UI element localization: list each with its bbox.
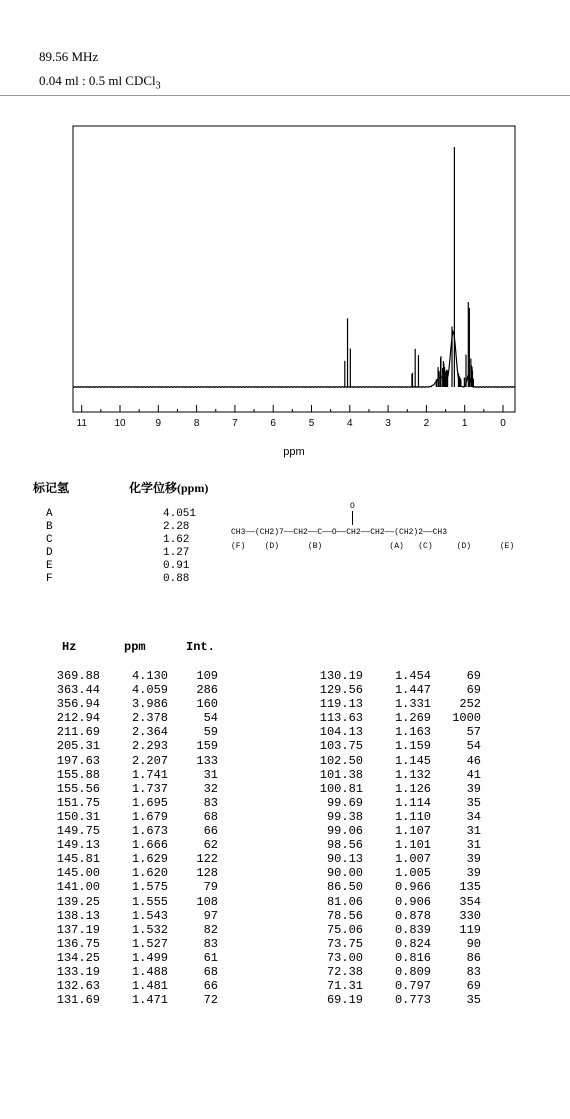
peak-hz: 211.69 — [56, 725, 100, 740]
peak-hz: 369.88 — [56, 669, 100, 683]
assignment-shift: 0.91 — [163, 560, 190, 572]
peak-ppm: 1.555 — [131, 894, 168, 909]
x-axis-label: ppm — [283, 446, 305, 458]
x-tick-label-5: 6 — [270, 418, 276, 429]
peak-table-row — [52, 880, 218, 894]
x-axis-ticks — [77, 405, 507, 429]
peak-int: 69 — [466, 979, 481, 994]
peak-table-row — [315, 880, 481, 894]
peak-ppm: 4.059 — [131, 683, 168, 698]
assignment-row — [46, 534, 196, 547]
peak-hz: 99.06 — [326, 824, 363, 839]
peak-int: 54 — [466, 739, 481, 754]
peak-hz: 155.56 — [56, 781, 100, 796]
peak-ppm: 2.207 — [131, 753, 168, 768]
x-tick-label-9: 2 — [423, 418, 430, 429]
peak-table-row — [315, 909, 481, 923]
peak-ppm: 1.481 — [131, 979, 168, 994]
peak-table-row — [315, 669, 481, 683]
assignment-table — [46, 508, 196, 586]
peak-hz: 99.38 — [326, 809, 363, 824]
peak-hz: 73.00 — [326, 950, 363, 965]
peak-table-row — [315, 993, 481, 1007]
peak-int: 31 — [203, 767, 218, 782]
peak-int: 34 — [466, 809, 481, 824]
peak-table-row — [315, 937, 481, 951]
peak-ppm: 1.107 — [394, 824, 431, 839]
peak-ppm: 1.575 — [131, 880, 168, 895]
peak-ppm: 1.269 — [394, 711, 431, 726]
peak-hz: 104.13 — [319, 725, 363, 740]
solvent-subscript: 3 — [155, 80, 161, 92]
peak-int: 82 — [203, 922, 218, 937]
peak-int: 41 — [466, 767, 481, 782]
peak-int: 252 — [459, 697, 481, 712]
peak-ppm: 1.741 — [131, 767, 168, 782]
peak-table-row — [315, 951, 481, 965]
peak-hz: 134.25 — [56, 950, 100, 965]
peak-int: 59 — [203, 725, 218, 740]
structure-labels: (F) (D) (B) (A) (C) (D) (E) — [231, 542, 515, 551]
assignment-shift: 1.27 — [163, 547, 190, 559]
peak-hz: 102.50 — [319, 753, 363, 768]
peak-ppm: 1.331 — [394, 697, 431, 712]
spectrum-trace — [73, 332, 515, 388]
sample-solvent — [39, 73, 161, 92]
peak-int: 35 — [466, 993, 481, 1008]
peak-ppm: 0.773 — [394, 993, 431, 1008]
peak-table-header-hz: Hz — [62, 640, 77, 654]
assignment-row — [46, 521, 196, 534]
peak-hz: 197.63 — [56, 753, 100, 768]
x-tick-label-10: 1 — [461, 418, 468, 429]
peak-int: 31 — [466, 824, 481, 839]
peak-table-row — [315, 754, 481, 768]
x-tick-label-0: 11 — [76, 418, 87, 429]
peak-hz: 212.94 — [56, 711, 100, 726]
peak-ppm: 0.906 — [394, 894, 431, 909]
peak-ppm: 3.986 — [131, 697, 168, 712]
peak-hz: 131.69 — [56, 993, 100, 1008]
peak-int: 128 — [196, 866, 218, 881]
peak-table-row — [315, 768, 481, 782]
peak-int: 61 — [203, 950, 218, 965]
peak-hz: 133.19 — [56, 964, 100, 979]
peak-hz: 69.19 — [326, 993, 363, 1008]
peak-int: 135 — [459, 880, 481, 895]
assignment-shift: 1.62 — [163, 534, 190, 546]
peak-int: 1000 — [452, 711, 481, 726]
peak-int: 108 — [196, 894, 218, 909]
peak-hz: 363.44 — [56, 683, 100, 698]
assignment-label: E — [46, 560, 53, 572]
peak-ppm: 0.878 — [394, 908, 431, 923]
x-tick-label-8: 3 — [385, 418, 391, 429]
peak-ppm: 0.839 — [394, 922, 431, 937]
peak-int: 39 — [466, 866, 481, 881]
peak-hz: 100.81 — [319, 781, 363, 796]
peak-int: 39 — [466, 852, 481, 867]
peak-ppm: 1.737 — [131, 781, 168, 796]
assignment-row — [46, 573, 196, 586]
peak-ppm: 2.378 — [131, 711, 168, 726]
peak-table-row — [315, 852, 481, 866]
x-tick-label-3: 8 — [193, 418, 200, 429]
peak-table-row — [52, 909, 218, 923]
x-tick-label-2: 9 — [155, 418, 162, 429]
peak-ppm: 1.679 — [131, 809, 168, 824]
peak-table-row — [315, 838, 481, 852]
assignment-row — [46, 547, 196, 560]
structure-formula: CH3——(CH2)7——CH2——C——O——CH2——CH2——(CH2)2——CH3 — [231, 528, 448, 537]
peak-hz: 151.75 — [56, 795, 100, 810]
assignment-shift: 0.88 — [163, 573, 190, 585]
peak-hz: 132.63 — [56, 979, 100, 994]
peak-ppm: 1.110 — [394, 809, 431, 824]
peak-table-row — [52, 951, 218, 965]
peak-int: 83 — [203, 795, 218, 810]
spectrometer-frequency: 89.56 MHz — [39, 49, 99, 64]
peak-hz: 90.00 — [326, 866, 363, 881]
peak-hz: 149.75 — [56, 824, 100, 839]
peak-table-row — [315, 810, 481, 824]
peak-ppm: 1.629 — [131, 852, 168, 867]
peak-table-row — [52, 895, 218, 909]
peak-hz: 73.75 — [326, 936, 363, 951]
peak-table-row — [52, 697, 218, 711]
peak-int: 330 — [459, 908, 481, 923]
peak-int: 31 — [466, 838, 481, 853]
peak-table-row — [52, 810, 218, 824]
assignment-header-label: 标记氢 — [33, 481, 70, 495]
peak-table-row — [315, 697, 481, 711]
peak-int: 354 — [459, 894, 481, 909]
peak-table-row — [52, 739, 218, 753]
structure-double-bond — [352, 511, 353, 525]
peak-int: 35 — [466, 795, 481, 810]
peak-table-row — [52, 754, 218, 768]
peak-table-row — [52, 669, 218, 683]
peak-hz: 205.31 — [56, 739, 100, 754]
peak-hz: 141.00 — [56, 880, 100, 895]
peak-hz: 137.19 — [56, 922, 100, 937]
peak-int: 69 — [466, 683, 481, 698]
peak-ppm: 1.007 — [394, 852, 431, 867]
peak-int: 83 — [466, 964, 481, 979]
peak-int: 69 — [466, 669, 481, 683]
peak-table-row — [52, 711, 218, 725]
peak-int: 32 — [203, 781, 218, 796]
peak-table-row — [315, 979, 481, 993]
peak-hz: 103.75 — [319, 739, 363, 754]
peak-int: 46 — [466, 753, 481, 768]
peak-table-header-ppm: ppm — [124, 640, 146, 654]
peak-table-row — [315, 725, 481, 739]
peak-ppm: 1.527 — [131, 936, 168, 951]
structure-carbonyl-oxygen: O — [350, 502, 355, 511]
peak-int: 97 — [203, 908, 218, 923]
peak-hz: 145.81 — [56, 852, 100, 867]
peak-int: 54 — [203, 711, 218, 726]
peak-table-row — [315, 866, 481, 880]
assignment-label: B — [46, 521, 53, 533]
x-tick-label-1: 10 — [114, 418, 126, 429]
peak-ppm: 2.293 — [131, 739, 168, 754]
peak-int: 72 — [203, 993, 218, 1008]
peak-hz: 101.38 — [319, 767, 363, 782]
peak-ppm: 0.824 — [394, 936, 431, 951]
peak-table-row — [52, 979, 218, 993]
assignment-label: A — [46, 508, 53, 520]
peak-hz: 129.56 — [319, 683, 363, 698]
peak-int: 160 — [196, 697, 218, 712]
x-tick-label-6: 5 — [308, 418, 315, 429]
peak-table-header-int: Int. — [186, 640, 215, 654]
peak-ppm: 0.809 — [394, 964, 431, 979]
peak-ppm: 0.797 — [394, 979, 431, 994]
peak-ppm: 1.666 — [131, 838, 168, 853]
nmr-spectrum-chart — [0, 110, 570, 460]
peak-ppm: 4.130 — [131, 669, 168, 683]
peak-table-row — [52, 866, 218, 880]
peak-hz: 139.25 — [56, 894, 100, 909]
peak-hz: 81.06 — [326, 894, 363, 909]
peak-table-row — [52, 796, 218, 810]
peak-hz: 145.00 — [56, 866, 100, 881]
peak-int: 39 — [466, 781, 481, 796]
peak-ppm: 1.005 — [394, 866, 431, 881]
peak-table-row — [52, 725, 218, 739]
peak-table-row — [315, 923, 481, 937]
assignment-label: C — [46, 534, 53, 546]
peak-hz: 98.56 — [326, 838, 363, 853]
peak-ppm: 1.126 — [394, 781, 431, 796]
peak-int: 119 — [459, 922, 481, 937]
peak-int: 159 — [196, 739, 218, 754]
assignment-label: D — [46, 547, 53, 559]
assignment-header-shift: 化学位移(ppm) — [129, 481, 209, 495]
peak-ppm: 1.543 — [131, 908, 168, 923]
peak-ppm: 2.364 — [131, 725, 168, 740]
peak-int: 83 — [203, 936, 218, 951]
peak-table-row — [52, 965, 218, 979]
peak-table-row — [52, 993, 218, 1007]
peak-ppm: 0.966 — [394, 880, 431, 895]
peak-int: 68 — [203, 964, 218, 979]
peak-table-row — [315, 739, 481, 753]
peak-hz: 113.63 — [319, 711, 363, 726]
peak-table-row — [315, 965, 481, 979]
peak-ppm: 1.673 — [131, 824, 168, 839]
peak-int: 68 — [203, 809, 218, 824]
peak-hz: 78.56 — [326, 908, 363, 923]
peak-ppm: 1.620 — [131, 866, 168, 881]
header-divider — [0, 95, 570, 96]
peak-int: 66 — [203, 979, 218, 994]
peak-int: 66 — [203, 824, 218, 839]
peak-ppm: 1.447 — [394, 683, 431, 698]
peak-ppm: 1.695 — [131, 795, 168, 810]
peak-hz: 86.50 — [326, 880, 363, 895]
peak-ppm: 1.471 — [131, 993, 168, 1008]
peak-int: 109 — [196, 669, 218, 683]
x-tick-label-4: 7 — [232, 418, 238, 429]
peak-int: 90 — [466, 936, 481, 951]
peak-hz: 130.19 — [319, 669, 363, 683]
x-tick-label-7: 4 — [347, 418, 353, 429]
peak-ppm: 1.145 — [394, 753, 431, 768]
peak-hz: 71.31 — [326, 979, 363, 994]
peak-table-row — [315, 796, 481, 810]
peak-table-left — [52, 669, 218, 1007]
peak-hz: 155.88 — [56, 767, 100, 782]
peak-hz: 138.13 — [56, 908, 100, 923]
peak-hz: 75.06 — [326, 922, 363, 937]
x-tick-label-11: 0 — [500, 418, 506, 429]
peak-table-row — [52, 937, 218, 951]
peak-table-row — [52, 824, 218, 838]
peak-table-row — [52, 683, 218, 697]
peak-table-row — [52, 782, 218, 796]
peak-int: 79 — [203, 880, 218, 895]
peak-ppm: 1.454 — [394, 669, 431, 683]
peak-int: 122 — [196, 852, 218, 867]
peak-ppm: 1.101 — [394, 838, 431, 853]
peak-int: 57 — [466, 725, 481, 740]
peak-hz: 150.31 — [56, 809, 100, 824]
peak-hz: 119.13 — [319, 697, 363, 712]
assignment-shift: 2.28 — [163, 521, 190, 533]
peak-hz: 356.94 — [56, 697, 100, 712]
peak-table-row — [315, 683, 481, 697]
peak-ppm: 1.159 — [394, 739, 431, 754]
assignment-label: F — [46, 573, 53, 585]
peak-table-row — [52, 852, 218, 866]
peak-int: 286 — [196, 683, 218, 698]
peak-hz: 72.38 — [326, 964, 363, 979]
peak-ppm: 1.132 — [394, 767, 431, 782]
peak-lines — [345, 147, 474, 387]
assignment-row — [46, 508, 196, 521]
peak-table-row — [315, 711, 481, 725]
peak-table-row — [315, 824, 481, 838]
peak-int: 133 — [196, 753, 218, 768]
peak-ppm: 0.816 — [394, 950, 431, 965]
solvent-text: 0.04 ml : 0.5 ml CDCl — [39, 73, 156, 88]
peak-ppm: 1.499 — [131, 950, 168, 965]
peak-int: 86 — [466, 950, 481, 965]
peak-table-row — [52, 768, 218, 782]
peak-table-right — [315, 669, 481, 1007]
peak-table-row — [52, 923, 218, 937]
assignment-shift: 4.051 — [163, 508, 197, 520]
peak-hz: 90.13 — [326, 852, 363, 867]
peak-hz: 149.13 — [56, 838, 100, 853]
peak-hz: 136.75 — [56, 936, 100, 951]
peak-table-row — [52, 838, 218, 852]
peak-ppm: 1.488 — [131, 964, 168, 979]
peak-table-row — [315, 895, 481, 909]
peak-ppm: 1.532 — [131, 922, 168, 937]
peak-ppm: 1.114 — [394, 795, 431, 810]
peak-ppm: 1.163 — [394, 725, 431, 740]
peak-int: 62 — [203, 838, 218, 853]
peak-table-row — [315, 782, 481, 796]
peak-hz: 99.69 — [326, 795, 363, 810]
assignment-row — [46, 560, 196, 573]
